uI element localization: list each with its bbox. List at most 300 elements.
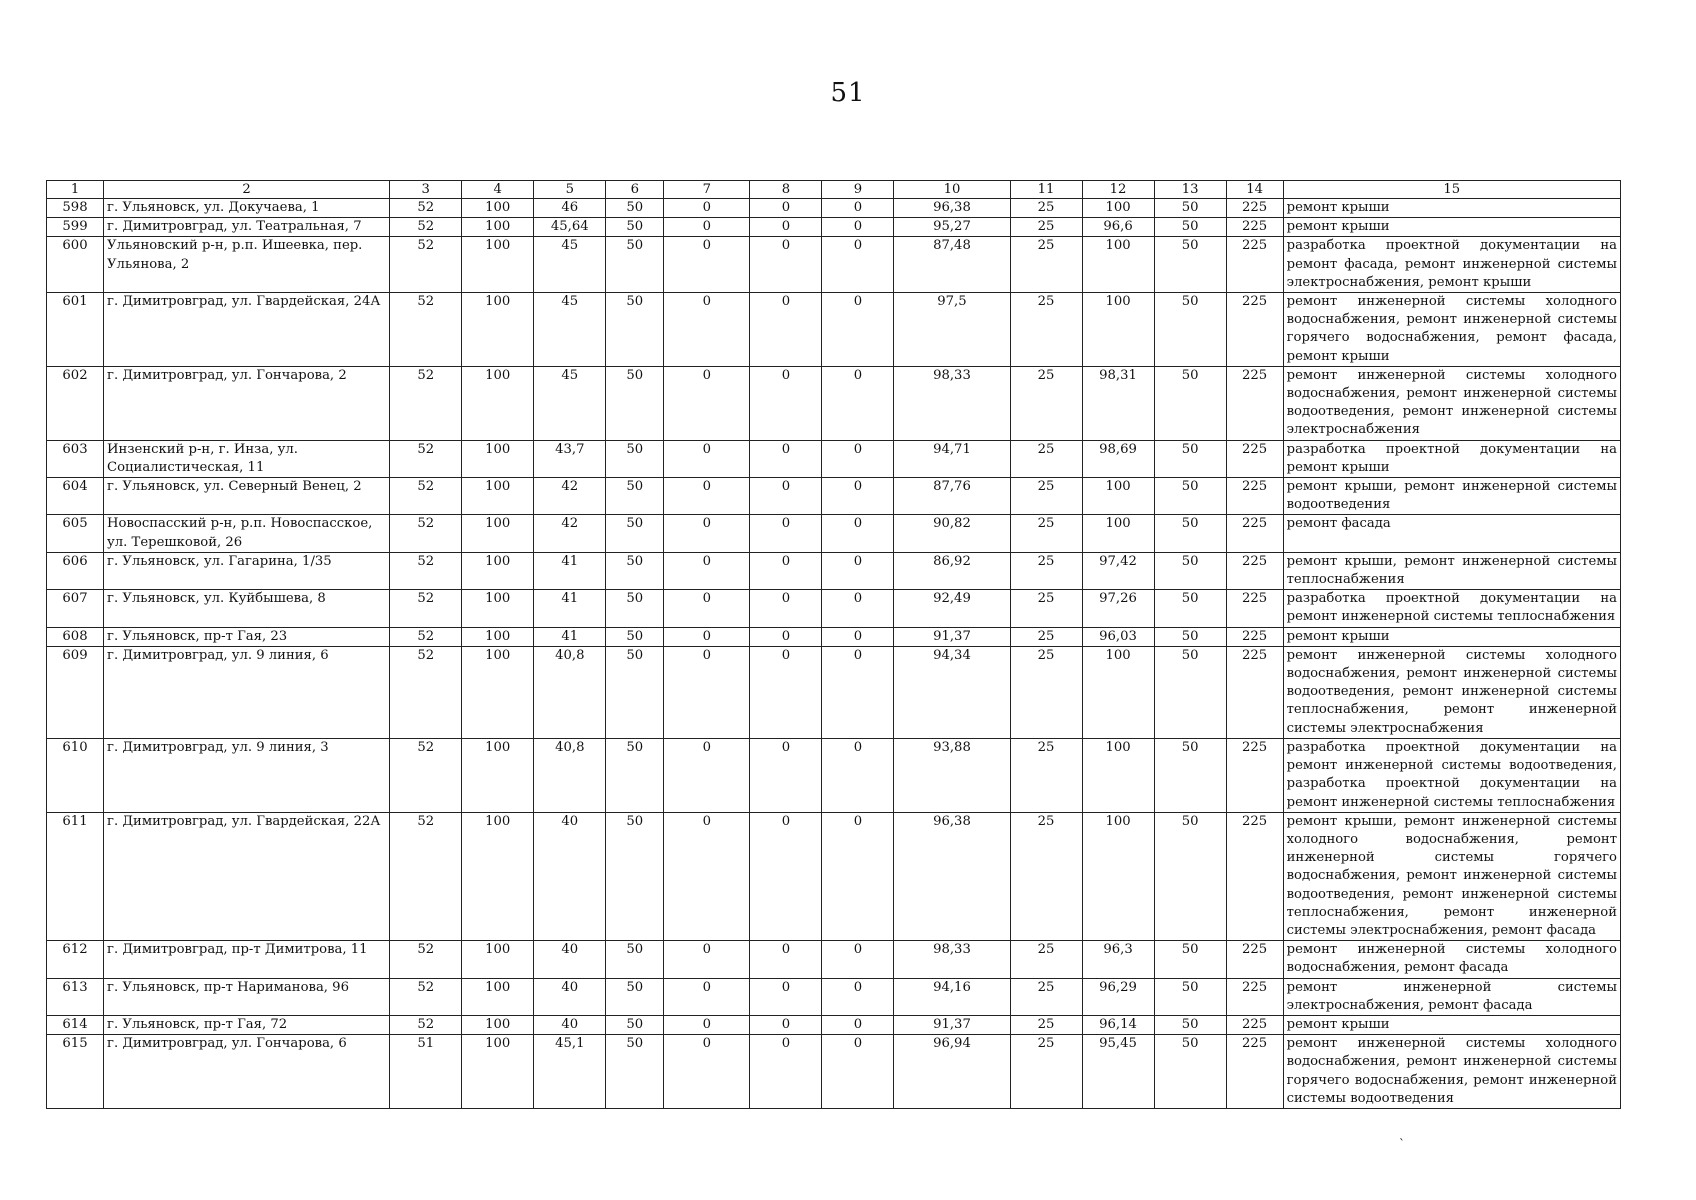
value-cell: 0	[664, 646, 750, 738]
column-header-1: 1	[47, 181, 104, 199]
value-cell: 100	[1082, 515, 1154, 552]
value-cell: 25	[1010, 627, 1082, 646]
table-row	[47, 590, 1621, 627]
address-cell: г. Ульяновск, ул. Северный Венец, 2	[104, 478, 390, 515]
row-number-cell: 599	[47, 218, 104, 237]
value-cell: 50	[606, 978, 664, 1015]
value-cell: 50	[606, 552, 664, 589]
value-cell: 0	[664, 478, 750, 515]
column-header-12: 12	[1082, 181, 1154, 199]
value-cell: 0	[822, 738, 894, 812]
value-cell: 0	[750, 478, 822, 515]
row-number-cell: 612	[47, 941, 104, 978]
value-cell: 0	[822, 1015, 894, 1034]
column-header-15: 15	[1283, 181, 1620, 199]
value-cell: 52	[390, 199, 462, 218]
value-cell: 100	[462, 812, 534, 940]
value-cell: 50	[606, 440, 664, 477]
table-row	[47, 218, 1621, 237]
column-header-5: 5	[534, 181, 606, 199]
works-cell: ремонт крыши	[1283, 218, 1620, 237]
value-cell: 97,42	[1082, 552, 1154, 589]
value-cell: 225	[1226, 812, 1283, 940]
value-cell: 41	[534, 627, 606, 646]
value-cell: 96,14	[1082, 1015, 1154, 1034]
value-cell: 52	[390, 366, 462, 440]
value-cell: 40	[534, 1015, 606, 1034]
table-row	[47, 440, 1621, 477]
value-cell: 40	[534, 941, 606, 978]
value-cell: 25	[1010, 1035, 1082, 1109]
value-cell: 100	[462, 1015, 534, 1034]
table-row	[47, 293, 1621, 367]
value-cell: 0	[750, 1015, 822, 1034]
value-cell: 97,5	[894, 293, 1010, 367]
address-cell: г. Ульяновск, пр-т Гая, 23	[104, 627, 390, 646]
value-cell: 52	[390, 237, 462, 293]
value-cell: 0	[750, 552, 822, 589]
address-cell: г. Димитровград, ул. 9 линия, 6	[104, 646, 390, 738]
value-cell: 25	[1010, 293, 1082, 367]
value-cell: 0	[822, 590, 894, 627]
value-cell: 25	[1010, 978, 1082, 1015]
value-cell: 96,38	[894, 199, 1010, 218]
value-cell: 0	[822, 237, 894, 293]
value-cell: 100	[1082, 293, 1154, 367]
value-cell: 96,6	[1082, 218, 1154, 237]
value-cell: 42	[534, 515, 606, 552]
value-cell: 225	[1226, 978, 1283, 1015]
value-cell: 25	[1010, 738, 1082, 812]
works-cell: ремонт инженерной системы холодного водоснабжения, ремонт инженерной системы водоотведения, ремонт инженерной системы электроснабжения	[1283, 366, 1620, 440]
value-cell: 50	[606, 738, 664, 812]
value-cell: 25	[1010, 812, 1082, 940]
value-cell: 0	[664, 552, 750, 589]
column-header-8: 8	[750, 181, 822, 199]
value-cell: 0	[750, 293, 822, 367]
table-row	[47, 1015, 1621, 1034]
value-cell: 96,3	[1082, 941, 1154, 978]
value-cell: 50	[606, 1035, 664, 1109]
table-row	[47, 478, 1621, 515]
value-cell: 0	[822, 478, 894, 515]
value-cell: 46	[534, 199, 606, 218]
row-number-cell: 613	[47, 978, 104, 1015]
row-number-cell: 600	[47, 237, 104, 293]
table-row	[47, 738, 1621, 812]
value-cell: 0	[822, 646, 894, 738]
value-cell: 51	[390, 1035, 462, 1109]
value-cell: 0	[822, 941, 894, 978]
address-cell: г. Димитровград, ул. Гончарова, 6	[104, 1035, 390, 1109]
value-cell: 41	[534, 552, 606, 589]
value-cell: 225	[1226, 293, 1283, 367]
table-row	[47, 627, 1621, 646]
value-cell: 0	[664, 812, 750, 940]
row-number-cell: 602	[47, 366, 104, 440]
works-cell: разработка проектной документации на ремонт крыши	[1283, 440, 1620, 477]
value-cell: 0	[664, 366, 750, 440]
address-cell: г. Ульяновск, ул. Гагарина, 1/35	[104, 552, 390, 589]
value-cell: 50	[1154, 590, 1226, 627]
value-cell: 50	[606, 941, 664, 978]
value-cell: 0	[750, 590, 822, 627]
value-cell: 50	[606, 812, 664, 940]
value-cell: 0	[664, 590, 750, 627]
works-cell: ремонт инженерной системы холодного водоснабжения, ремонт фасада	[1283, 941, 1620, 978]
value-cell: 0	[664, 199, 750, 218]
value-cell: 95,27	[894, 218, 1010, 237]
column-header-10: 10	[894, 181, 1010, 199]
value-cell: 0	[822, 1035, 894, 1109]
value-cell: 93,88	[894, 738, 1010, 812]
value-cell: 50	[606, 293, 664, 367]
value-cell: 0	[664, 978, 750, 1015]
value-cell: 42	[534, 478, 606, 515]
value-cell: 0	[822, 218, 894, 237]
value-cell: 94,16	[894, 978, 1010, 1015]
works-cell: ремонт инженерной системы холодного водоснабжения, ремонт инженерной системы горячего водоснабжения, ремонт фасада, ремонт крыши	[1283, 293, 1620, 367]
value-cell: 0	[750, 646, 822, 738]
value-cell: 100	[462, 478, 534, 515]
registry-table	[46, 180, 1621, 1109]
value-cell: 225	[1226, 515, 1283, 552]
value-cell: 50	[606, 515, 664, 552]
value-cell: 100	[462, 440, 534, 477]
works-cell: разработка проектной документации на ремонт инженерной системы теплоснабжения	[1283, 590, 1620, 627]
value-cell: 50	[1154, 941, 1226, 978]
value-cell: 52	[390, 515, 462, 552]
value-cell: 98,69	[1082, 440, 1154, 477]
value-cell: 100	[1082, 646, 1154, 738]
table-row	[47, 812, 1621, 940]
value-cell: 40,8	[534, 738, 606, 812]
value-cell: 50	[606, 646, 664, 738]
value-cell: 100	[462, 978, 534, 1015]
value-cell: 0	[664, 627, 750, 646]
value-cell: 50	[1154, 366, 1226, 440]
column-header-11: 11	[1010, 181, 1082, 199]
address-cell: Новоспасский р-н, р.п. Новоспасское, ул. Терешковой, 26	[104, 515, 390, 552]
works-cell: разработка проектной документации на ремонт инженерной системы водоотведения, разработка проектной документации на ремонт инженерной системы теплоснабжения	[1283, 738, 1620, 812]
page-number: 51	[830, 78, 866, 108]
value-cell: 50	[606, 627, 664, 646]
table-row	[47, 978, 1621, 1015]
value-cell: 52	[390, 1015, 462, 1034]
value-cell: 25	[1010, 646, 1082, 738]
value-cell: 52	[390, 293, 462, 367]
value-cell: 25	[1010, 478, 1082, 515]
value-cell: 225	[1226, 218, 1283, 237]
value-cell: 50	[606, 237, 664, 293]
value-cell: 50	[606, 1015, 664, 1034]
value-cell: 94,71	[894, 440, 1010, 477]
value-cell: 225	[1226, 738, 1283, 812]
value-cell: 225	[1226, 366, 1283, 440]
value-cell: 40	[534, 978, 606, 1015]
address-cell: Ульяновский р-н, р.п. Ишеевка, пер. Ульянова, 2	[104, 237, 390, 293]
address-cell: г. Димитровград, ул. Гвардейская, 22А	[104, 812, 390, 940]
value-cell: 0	[822, 812, 894, 940]
value-cell: 225	[1226, 552, 1283, 589]
column-header-6: 6	[606, 181, 664, 199]
value-cell: 0	[750, 978, 822, 1015]
value-cell: 100	[462, 237, 534, 293]
value-cell: 100	[462, 738, 534, 812]
stray-mark: `	[1399, 1137, 1405, 1151]
value-cell: 0	[822, 627, 894, 646]
value-cell: 0	[664, 237, 750, 293]
value-cell: 100	[462, 627, 534, 646]
value-cell: 96,03	[1082, 627, 1154, 646]
value-cell: 50	[606, 218, 664, 237]
value-cell: 96,29	[1082, 978, 1154, 1015]
value-cell: 52	[390, 812, 462, 940]
value-cell: 25	[1010, 440, 1082, 477]
value-cell: 50	[1154, 199, 1226, 218]
value-cell: 50	[1154, 478, 1226, 515]
value-cell: 100	[1082, 237, 1154, 293]
value-cell: 52	[390, 478, 462, 515]
value-cell: 98,33	[894, 941, 1010, 978]
value-cell: 50	[1154, 237, 1226, 293]
row-number-cell: 601	[47, 293, 104, 367]
value-cell: 87,48	[894, 237, 1010, 293]
address-cell: г. Ульяновск, пр-т Нариманова, 96	[104, 978, 390, 1015]
column-header-7: 7	[664, 181, 750, 199]
value-cell: 25	[1010, 590, 1082, 627]
value-cell: 0	[822, 440, 894, 477]
value-cell: 225	[1226, 478, 1283, 515]
value-cell: 100	[462, 199, 534, 218]
value-cell: 52	[390, 552, 462, 589]
row-number-cell: 614	[47, 1015, 104, 1034]
value-cell: 0	[664, 440, 750, 477]
table-row	[47, 515, 1621, 552]
works-cell: ремонт крыши	[1283, 199, 1620, 218]
table-row	[47, 199, 1621, 218]
value-cell: 0	[822, 199, 894, 218]
value-cell: 50	[1154, 646, 1226, 738]
value-cell: 0	[750, 1035, 822, 1109]
value-cell: 52	[390, 978, 462, 1015]
value-cell: 45	[534, 293, 606, 367]
value-cell: 0	[750, 941, 822, 978]
value-cell: 100	[462, 941, 534, 978]
value-cell: 91,37	[894, 627, 1010, 646]
value-cell: 100	[1082, 478, 1154, 515]
value-cell: 45,64	[534, 218, 606, 237]
value-cell: 50	[1154, 552, 1226, 589]
value-cell: 0	[750, 237, 822, 293]
table-body	[47, 199, 1621, 1109]
value-cell: 50	[1154, 627, 1226, 646]
value-cell: 40,8	[534, 646, 606, 738]
value-cell: 98,33	[894, 366, 1010, 440]
value-cell: 92,49	[894, 590, 1010, 627]
address-cell: г. Димитровград, пр-т Димитрова, 11	[104, 941, 390, 978]
row-number-cell: 609	[47, 646, 104, 738]
value-cell: 50	[1154, 293, 1226, 367]
column-header-9: 9	[822, 181, 894, 199]
value-cell: 0	[750, 515, 822, 552]
value-cell: 0	[822, 366, 894, 440]
value-cell: 25	[1010, 552, 1082, 589]
value-cell: 100	[1082, 199, 1154, 218]
value-cell: 52	[390, 627, 462, 646]
works-cell: ремонт крыши, ремонт инженерной системы холодного водоснабжения, ремонт инженерной системы горячего водоснабжения, ремонт инженерной системы водоотведения, ремонт инженерной системы теплоснабжения, ремонт инженерной системы электроснабжения, ремонт фасада	[1283, 812, 1620, 940]
value-cell: 41	[534, 590, 606, 627]
works-cell: ремонт крыши, ремонт инженерной системы теплоснабжения	[1283, 552, 1620, 589]
value-cell: 0	[750, 366, 822, 440]
header-row	[47, 181, 1621, 199]
value-cell: 100	[462, 515, 534, 552]
value-cell: 94,34	[894, 646, 1010, 738]
column-header-13: 13	[1154, 181, 1226, 199]
value-cell: 45,1	[534, 1035, 606, 1109]
value-cell: 50	[606, 366, 664, 440]
table-row	[47, 237, 1621, 293]
value-cell: 0	[664, 293, 750, 367]
value-cell: 50	[606, 590, 664, 627]
value-cell: 225	[1226, 440, 1283, 477]
value-cell: 0	[750, 440, 822, 477]
value-cell: 25	[1010, 366, 1082, 440]
value-cell: 96,38	[894, 812, 1010, 940]
works-cell: разработка проектной документации на ремонт фасада, ремонт инженерной системы электроснабжения, ремонт крыши	[1283, 237, 1620, 293]
value-cell: 0	[664, 515, 750, 552]
works-cell: ремонт крыши	[1283, 1015, 1620, 1034]
value-cell: 98,31	[1082, 366, 1154, 440]
address-cell: г. Димитровград, ул. Гвардейская, 24А	[104, 293, 390, 367]
works-cell: ремонт инженерной системы электроснабжения, ремонт фасада	[1283, 978, 1620, 1015]
table-row	[47, 552, 1621, 589]
address-cell: г. Ульяновск, пр-т Гая, 72	[104, 1015, 390, 1034]
value-cell: 100	[462, 590, 534, 627]
value-cell: 0	[664, 218, 750, 237]
value-cell: 45	[534, 366, 606, 440]
value-cell: 43,7	[534, 440, 606, 477]
value-cell: 100	[462, 646, 534, 738]
value-cell: 225	[1226, 627, 1283, 646]
value-cell: 86,92	[894, 552, 1010, 589]
value-cell: 97,26	[1082, 590, 1154, 627]
row-number-cell: 598	[47, 199, 104, 218]
value-cell: 0	[822, 978, 894, 1015]
value-cell: 225	[1226, 646, 1283, 738]
value-cell: 0	[750, 812, 822, 940]
value-cell: 25	[1010, 237, 1082, 293]
column-header-2: 2	[104, 181, 390, 199]
value-cell: 50	[1154, 812, 1226, 940]
works-cell: ремонт крыши	[1283, 627, 1620, 646]
value-cell: 25	[1010, 218, 1082, 237]
value-cell: 0	[664, 1015, 750, 1034]
value-cell: 91,37	[894, 1015, 1010, 1034]
value-cell: 50	[1154, 440, 1226, 477]
value-cell: 225	[1226, 1015, 1283, 1034]
value-cell: 225	[1226, 237, 1283, 293]
value-cell: 100	[462, 1035, 534, 1109]
address-cell: г. Ульяновск, ул. Куйбышева, 8	[104, 590, 390, 627]
row-number-cell: 607	[47, 590, 104, 627]
value-cell: 0	[664, 941, 750, 978]
value-cell: 100	[462, 366, 534, 440]
value-cell: 0	[750, 738, 822, 812]
value-cell: 100	[462, 552, 534, 589]
column-header-14: 14	[1226, 181, 1283, 199]
value-cell: 50	[1154, 738, 1226, 812]
value-cell: 90,82	[894, 515, 1010, 552]
column-header-3: 3	[390, 181, 462, 199]
address-cell: г. Димитровград, ул. Гончарова, 2	[104, 366, 390, 440]
value-cell: 52	[390, 738, 462, 812]
address-cell: г. Ульяновск, ул. Докучаева, 1	[104, 199, 390, 218]
value-cell: 50	[606, 478, 664, 515]
value-cell: 45	[534, 237, 606, 293]
row-number-cell: 615	[47, 1035, 104, 1109]
value-cell: 52	[390, 590, 462, 627]
value-cell: 0	[750, 199, 822, 218]
works-cell: ремонт инженерной системы холодного водоснабжения, ремонт инженерной системы горячего водоснабжения, ремонт инженерной системы водоотведения	[1283, 1035, 1620, 1109]
table-row	[47, 1035, 1621, 1109]
value-cell: 25	[1010, 515, 1082, 552]
value-cell: 100	[462, 218, 534, 237]
value-cell: 50	[606, 199, 664, 218]
value-cell: 225	[1226, 590, 1283, 627]
row-number-cell: 611	[47, 812, 104, 940]
address-cell: г. Димитровград, ул. 9 линия, 3	[104, 738, 390, 812]
row-number-cell: 603	[47, 440, 104, 477]
value-cell: 0	[750, 218, 822, 237]
value-cell: 0	[822, 515, 894, 552]
value-cell: 50	[1154, 218, 1226, 237]
value-cell: 0	[822, 293, 894, 367]
value-cell: 40	[534, 812, 606, 940]
value-cell: 52	[390, 941, 462, 978]
value-cell: 25	[1010, 1015, 1082, 1034]
works-cell: ремонт фасада	[1283, 515, 1620, 552]
works-cell: ремонт инженерной системы холодного водоснабжения, ремонт инженерной системы водоотведения, ремонт инженерной системы теплоснабжения, ремонт инженерной системы электроснабжения	[1283, 646, 1620, 738]
value-cell: 0	[664, 738, 750, 812]
value-cell: 87,76	[894, 478, 1010, 515]
value-cell: 225	[1226, 941, 1283, 978]
value-cell: 50	[1154, 978, 1226, 1015]
value-cell: 50	[1154, 1015, 1226, 1034]
value-cell: 225	[1226, 1035, 1283, 1109]
value-cell: 96,94	[894, 1035, 1010, 1109]
table-row	[47, 646, 1621, 738]
column-header-4: 4	[462, 181, 534, 199]
value-cell: 100	[1082, 738, 1154, 812]
row-number-cell: 605	[47, 515, 104, 552]
row-number-cell: 610	[47, 738, 104, 812]
value-cell: 0	[750, 627, 822, 646]
works-cell: ремонт крыши, ремонт инженерной системы водоотведения	[1283, 478, 1620, 515]
table-row	[47, 941, 1621, 978]
value-cell: 25	[1010, 199, 1082, 218]
value-cell: 225	[1226, 199, 1283, 218]
row-number-cell: 606	[47, 552, 104, 589]
row-number-cell: 608	[47, 627, 104, 646]
value-cell: 25	[1010, 941, 1082, 978]
value-cell: 100	[462, 293, 534, 367]
value-cell: 50	[1154, 515, 1226, 552]
row-number-cell: 604	[47, 478, 104, 515]
address-cell: Инзенский р-н, г. Инза, ул. Социалистическая, 11	[104, 440, 390, 477]
value-cell: 52	[390, 646, 462, 738]
table-row	[47, 366, 1621, 440]
